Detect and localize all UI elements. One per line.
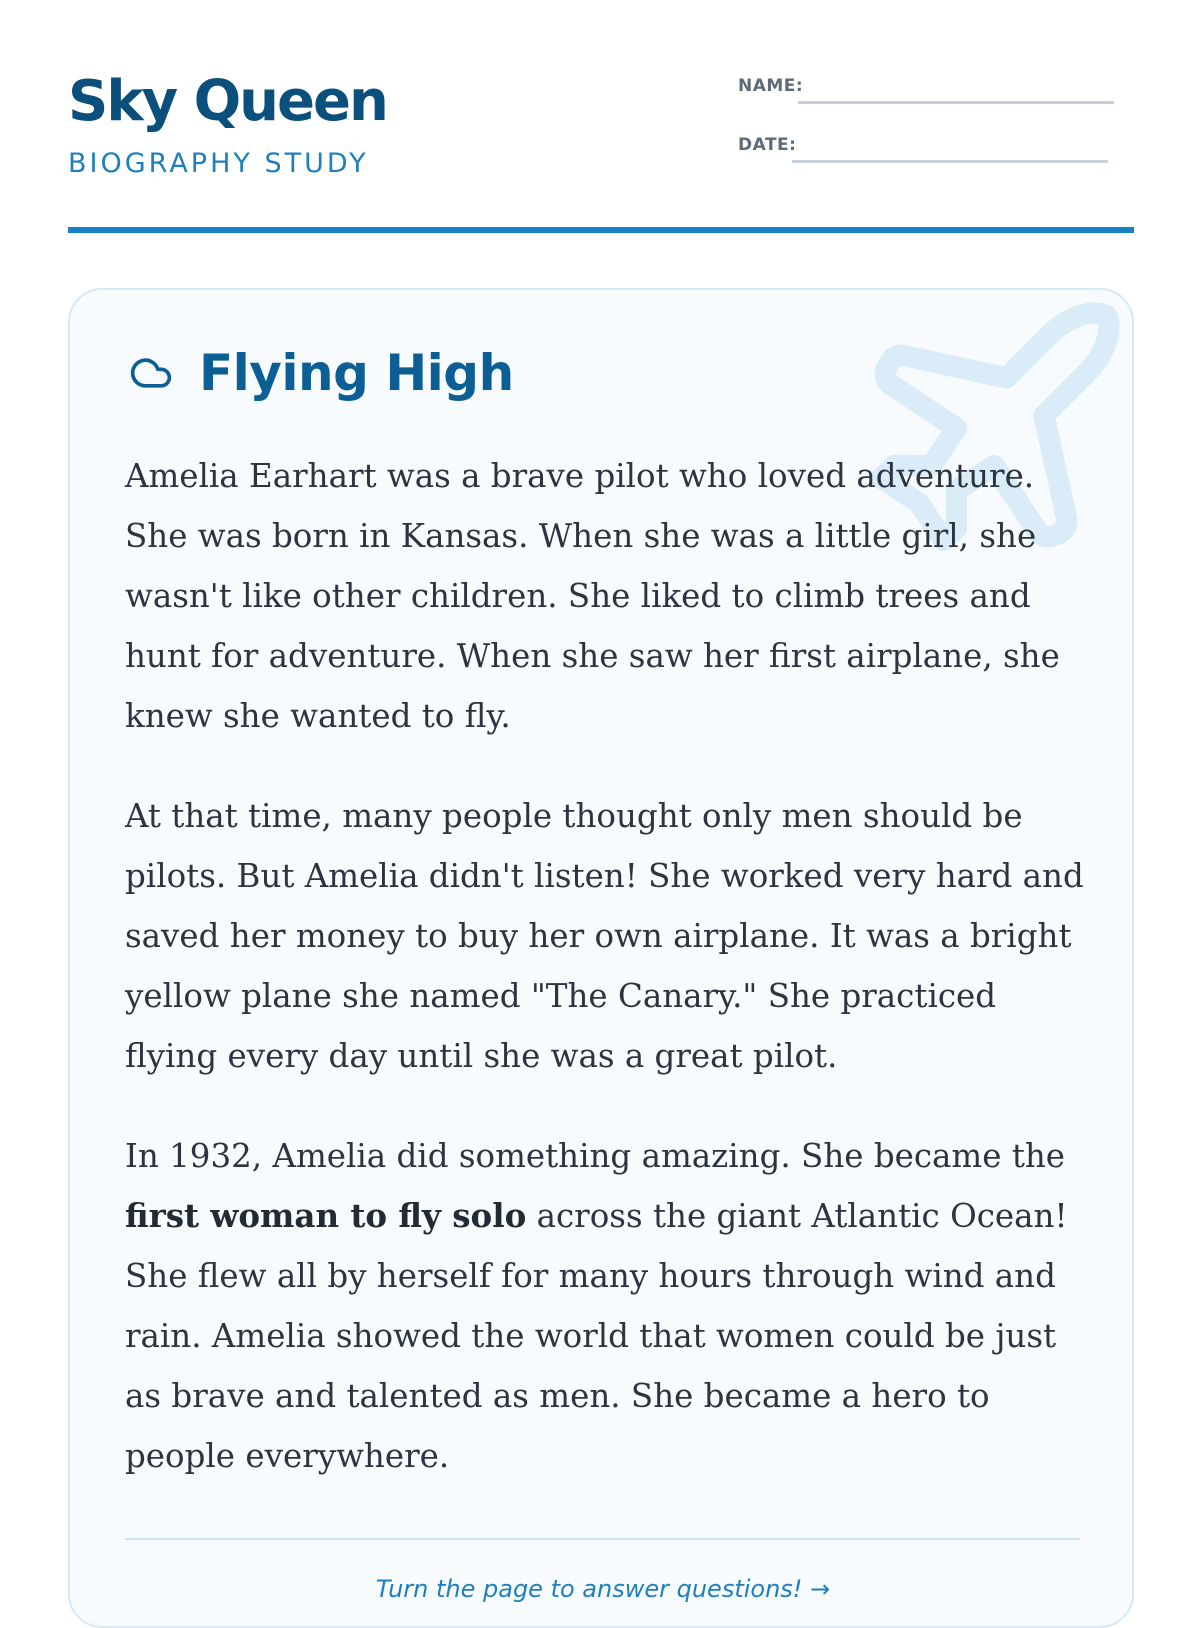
worksheet-header	[68, 0, 1134, 236]
highlighted-phrase: first woman to fly solo	[125, 1196, 527, 1235]
card-divider	[125, 1538, 1080, 1540]
name-field[interactable]	[798, 101, 1114, 104]
paragraph-text: across the giant Atlantic Ocean! She flew all by herself for many hours through wind and rain. Amelia showed the world that women could be just as brave and talented as men. She became a hero to people everywhere.	[125, 1197, 1068, 1475]
worksheet-title: Sky Queen	[68, 69, 387, 134]
story-paragraph: Amelia Earhart was a brave pilot who loved adventure. She was born in Kansas. When she was a little girl, she wasn't like other children. She liked to climb trees and hunt for adventure. When she saw her first airplane, she knew she wanted to fly.	[125, 457, 1060, 735]
story-text	[125, 446, 1093, 1526]
date-field[interactable]	[792, 160, 1108, 163]
worksheet-subtitle: BIOGRAPHY STUDY	[68, 148, 369, 179]
header-divider	[68, 227, 1134, 233]
story-paragraph	[125, 1126, 1093, 1486]
name-label: NAME:	[738, 76, 804, 96]
card-heading	[125, 340, 514, 406]
paragraph-text: In 1932, Amelia did something amazing. She became the	[125, 1137, 1066, 1175]
date-label: DATE:	[738, 135, 797, 155]
reading-card	[68, 288, 1134, 1628]
card-title: Flying High	[199, 344, 514, 402]
turn-page-prompt[interactable]: Turn the page to answer questions! →	[375, 1575, 831, 1603]
cloud-icon	[125, 351, 177, 395]
story-paragraph: At that time, many people thought only men should be pilots. But Amelia didn't listen! She worked very hard and saved her money to buy her own airplane. It was a bright yellow plane she named "The Canary." She practiced flying every day until she was a great pilot.	[125, 797, 1084, 1075]
